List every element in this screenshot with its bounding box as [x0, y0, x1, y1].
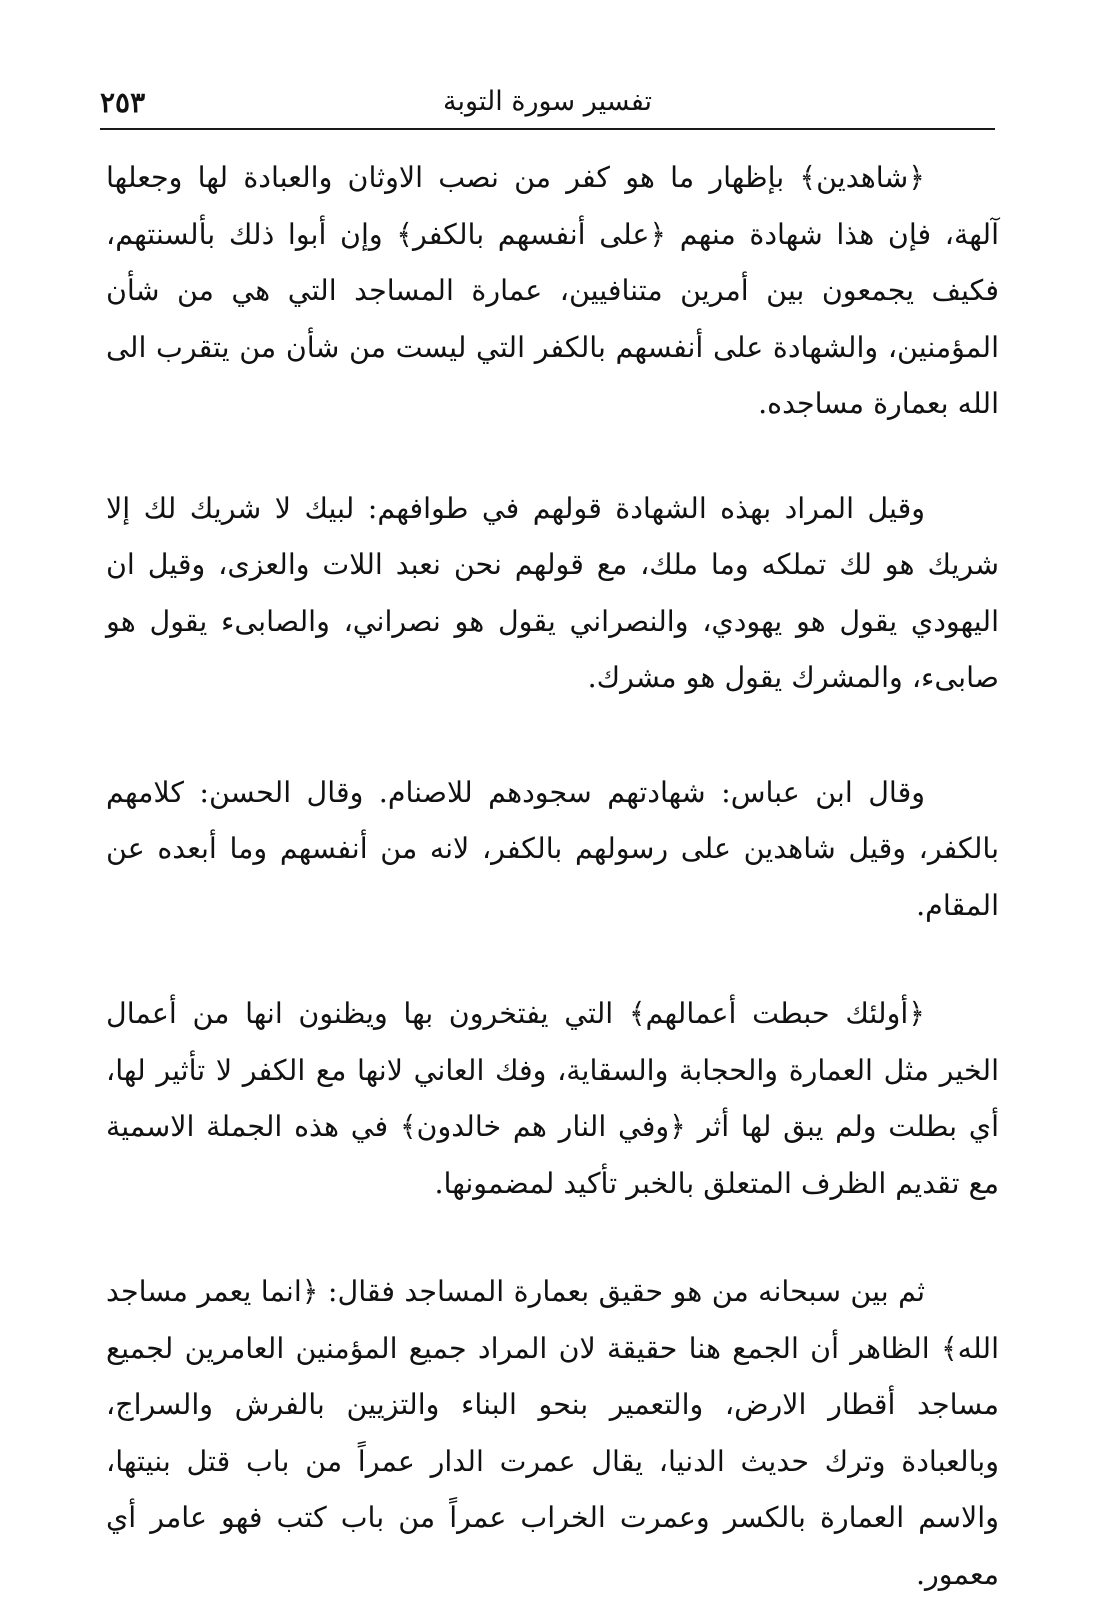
paragraph-3: وقال ابن عباس: شهادتهم سجودهم للاصنام. وقال الحسن: كلامهم بالكفر، وقيل شاهدين على رسولهم بالكفر، لانه من أنفسهم وما أبعده عن المقام. [106, 775, 999, 922]
page-number: ٢٥٣ [100, 86, 146, 119]
body-text [106, 150, 999, 1603]
paragraph-1: ﴿شاهدين﴾ بإظهار ما هو كفر من نصب الاوثان والعبادة لها وجعلها آلهة، فإن هذا شهادة منهم ﴿على أنفسهم بالكفر﴾ وإن أبوا ذلك بألسنتهم، فكيف يجمعون بين أمرين متنافيين، عمارة المساجد التي هي من شأن المؤمنين، والشهادة على أنفسهم بالكفر التي ليست من شأن من يتقرب الى الله بعمارة مساجده. [106, 161, 999, 420]
paragraph-2: وقيل المراد بهذه الشهادة قولهم في طوافهم: لبيك لا شريك لك إلا شريك هو لك تملكه وما ملك، مع قولهم نحن نعبد اللات والعزى، وقيل ان اليهودي يقول هو يهودي، والنصراني يقول هو نصراني، والصابىء يقول هو صابىء، والمشرك يقول هو مشرك. [106, 491, 999, 694]
paragraph-4: ﴿أولئك حبطت أعمالهم﴾ التي يفتخرون بها ويظنون انها من أعمال الخير مثل العمارة والحجابة والسقاية، وفك العاني لانها مع الكفر لا تأثير لها، أي بطلت ولم يبق لها أثر ﴿وفي النار هم خالدون﴾ في هذه الجملة الاسمية مع تقديم الظرف المتعلق بالخبر تأكيد لمضمونها. [106, 997, 999, 1200]
running-title: تفسير سورة التوبة [442, 86, 653, 117]
page-header [100, 84, 995, 130]
paragraph-5: ثم بين سبحانه من هو حقيق بعمارة المساجد فقال: ﴿انما يعمر مساجد الله﴾ الظاهر أن الجمع هنا حقيقة لان المراد جميع المؤمنين العامرين لجميع مساجد أقطار الارض، والتعمير بنحو البناء والتزيين بالفرش والسراج، وبالعبادة وترك حديث الدنيا، يقال عمرت الدار عمراً من باب قتل بنيتها، والاسم العمارة بالكسر وعمرت الخراب عمراً من باب كتب فهو عامر أي معمور. [106, 1275, 999, 1591]
